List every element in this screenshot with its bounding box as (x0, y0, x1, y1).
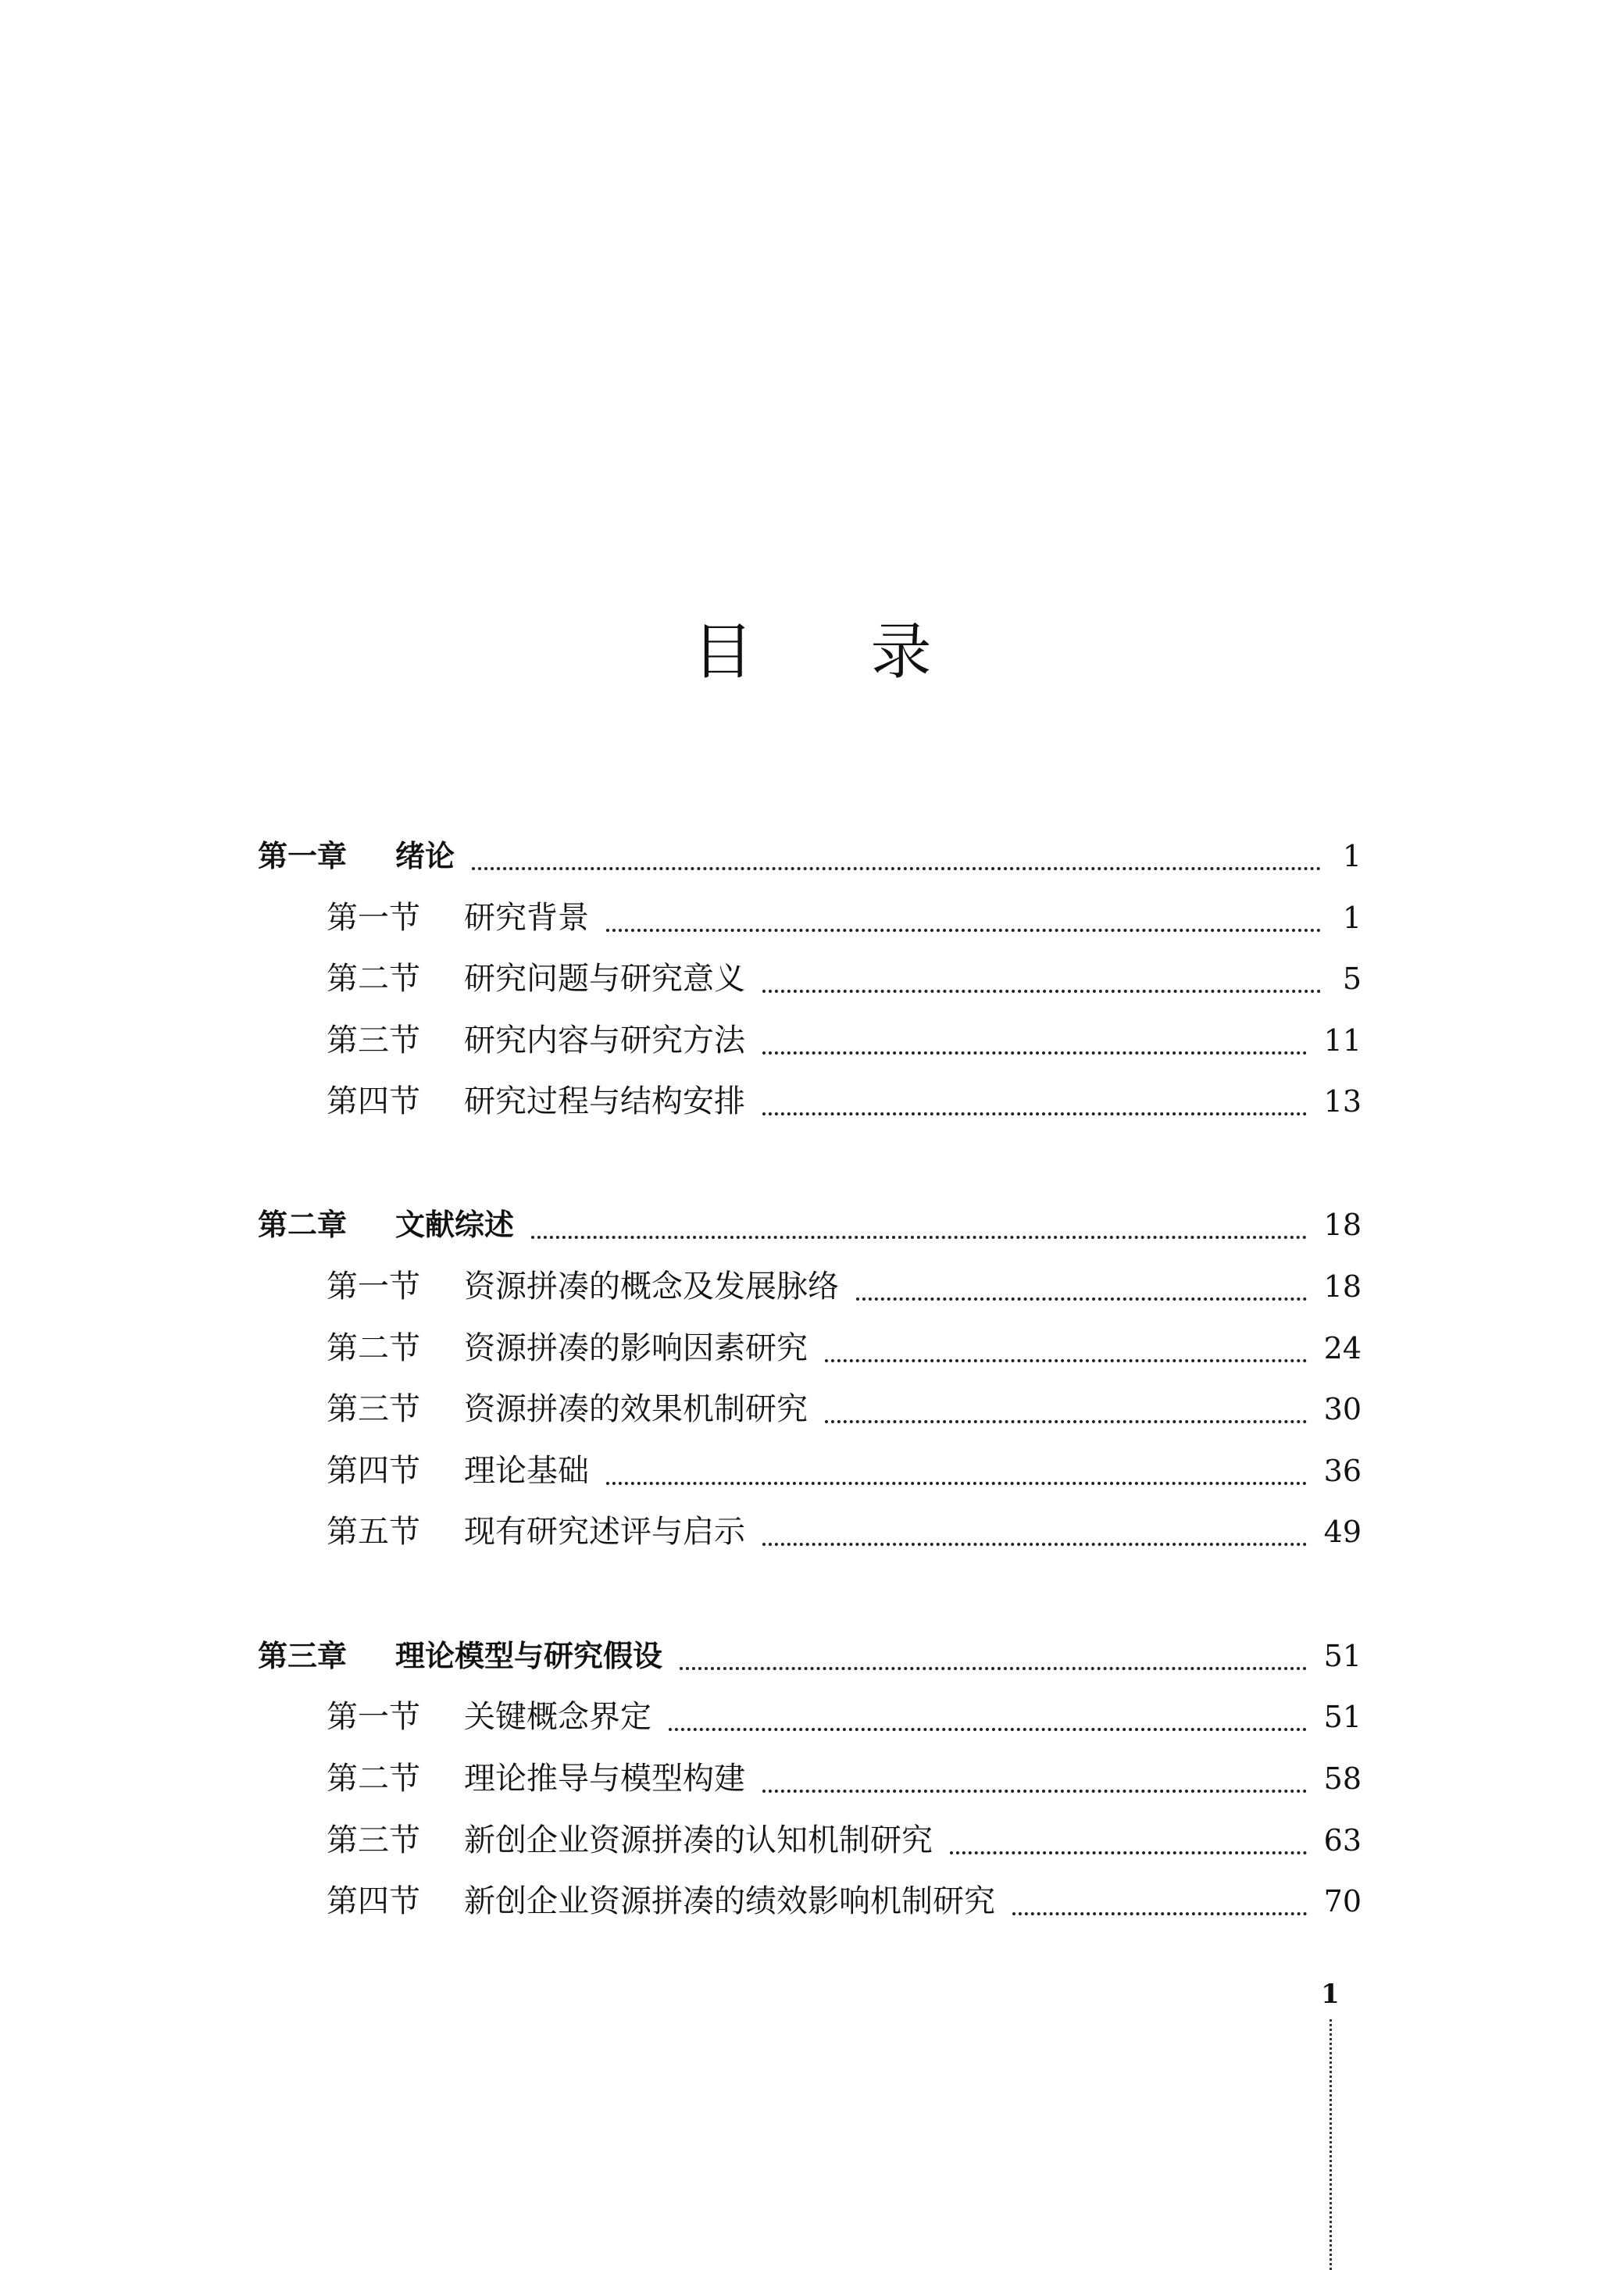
toc-section-2-3[interactable] (327, 1386, 1362, 1433)
dot-leader (762, 990, 1321, 993)
toc-chapter-1[interactable] (258, 833, 1362, 880)
toc-entry-title: 资源拼凑的影响因素研究 (464, 1330, 808, 1366)
toc-entry-title: 研究问题与研究意义 (464, 961, 745, 997)
toc-entry-title: 研究过程与结构安排 (464, 1083, 745, 1119)
dot-leader (762, 1543, 1307, 1546)
toc-section-1-1[interactable] (327, 894, 1362, 941)
dot-leader (680, 1667, 1307, 1670)
toc-entry-page: 18 (1323, 1208, 1362, 1242)
toc-section-3-3[interactable] (327, 1817, 1362, 1864)
dot-leader (606, 1482, 1307, 1485)
toc-entry-title: 理论基础 (464, 1453, 589, 1489)
dot-leader (762, 1790, 1307, 1793)
toc-section-3-2[interactable] (327, 1755, 1362, 1802)
toc-entry-label: 第一节 (327, 900, 420, 936)
dot-leader (472, 867, 1321, 870)
toc-entry-title: 新创企业资源拼凑的绩效影响机制研究 (464, 1883, 995, 1919)
toc-entry-page: 1 (1342, 839, 1362, 873)
toc-entry-title: 关键概念界定 (464, 1699, 651, 1735)
toc-entry-page: 63 (1323, 1823, 1362, 1858)
toc-entry-page: 49 (1323, 1515, 1362, 1549)
toc-section-1-4[interactable] (327, 1078, 1362, 1125)
toc-entry-title: 现有研究述评与启示 (464, 1514, 745, 1550)
toc-entry-page: 11 (1323, 1023, 1362, 1058)
toc-entry-title: 理论推导与模型构建 (464, 1761, 745, 1797)
toc-section-1-3[interactable] (327, 1017, 1362, 1064)
page-title-char-1: 目 (692, 617, 754, 687)
toc-section-3-1[interactable] (327, 1694, 1362, 1740)
toc-section-2-5[interactable] (327, 1508, 1362, 1555)
toc-chapter-3[interactable] (258, 1633, 1362, 1679)
dot-leader (669, 1728, 1307, 1731)
page-number: 1 (1321, 1979, 1340, 2010)
toc-chapter-2[interactable] (258, 1201, 1362, 1248)
toc-entry-label: 第一节 (327, 1699, 420, 1735)
dot-leader (1012, 1912, 1307, 1915)
toc-entry-page: 70 (1323, 1884, 1362, 1918)
toc-entry-label: 第二节 (327, 961, 420, 997)
dot-leader (856, 1297, 1307, 1301)
page-title (0, 605, 1624, 699)
dotted-edge-line (1330, 2019, 1332, 2270)
toc-entry-title: 研究内容与研究方法 (464, 1023, 745, 1058)
toc-entry-label: 第三章 (258, 1639, 348, 1673)
toc-entry-page: 58 (1323, 1761, 1362, 1796)
toc-section-2-1[interactable] (327, 1263, 1362, 1310)
dot-leader (825, 1359, 1307, 1362)
dot-leader (762, 1051, 1307, 1055)
toc-entry-page: 24 (1323, 1331, 1362, 1365)
toc-entry-title: 研究背景 (464, 900, 589, 936)
dot-leader (825, 1420, 1307, 1423)
toc-entry-title: 文献综述 (395, 1208, 515, 1242)
toc-entry-page: 51 (1323, 1639, 1362, 1673)
toc-entry-label: 第三节 (327, 1391, 420, 1427)
toc-entry-title: 资源拼凑的概念及发展脉络 (464, 1269, 839, 1305)
toc-entry-label: 第四节 (327, 1883, 420, 1919)
toc-entry-label: 第五节 (327, 1514, 420, 1550)
dot-leader (762, 1112, 1307, 1115)
toc-section-2-4[interactable] (327, 1447, 1362, 1494)
toc-entry-label: 第二章 (258, 1208, 348, 1242)
toc-entry-label: 第一章 (258, 839, 348, 873)
toc-entry-page: 1 (1342, 901, 1362, 935)
page-title-char-2: 录 (870, 617, 932, 687)
dot-leader (950, 1851, 1307, 1854)
toc-entry-page: 5 (1342, 962, 1362, 996)
toc-entry-label: 第四节 (327, 1453, 420, 1489)
toc-section-1-2[interactable] (327, 955, 1362, 1002)
toc-entry-title: 理论模型与研究假设 (395, 1639, 663, 1673)
toc-entry-page: 18 (1323, 1269, 1362, 1304)
toc-entry-title: 资源拼凑的效果机制研究 (464, 1391, 808, 1427)
toc-entry-label: 第一节 (327, 1269, 420, 1305)
toc-entry-page: 30 (1323, 1392, 1362, 1426)
toc-section-3-4[interactable] (327, 1878, 1362, 1925)
toc-entry-page: 51 (1323, 1700, 1362, 1734)
dot-leader (606, 929, 1321, 932)
toc-entry-page: 13 (1323, 1084, 1362, 1119)
toc-section-2-2[interactable] (327, 1325, 1362, 1372)
toc-entry-label: 第三节 (327, 1023, 420, 1058)
dot-leader (531, 1236, 1307, 1239)
toc-entry-title: 绪论 (395, 839, 455, 873)
toc-entry-page: 36 (1323, 1454, 1362, 1488)
toc-entry-label: 第二节 (327, 1761, 420, 1797)
toc-entry-label: 第三节 (327, 1822, 420, 1858)
toc-entry-label: 第二节 (327, 1330, 420, 1366)
toc-entry-label: 第四节 (327, 1083, 420, 1119)
toc-entry-title: 新创企业资源拼凑的认知机制研究 (464, 1822, 933, 1858)
